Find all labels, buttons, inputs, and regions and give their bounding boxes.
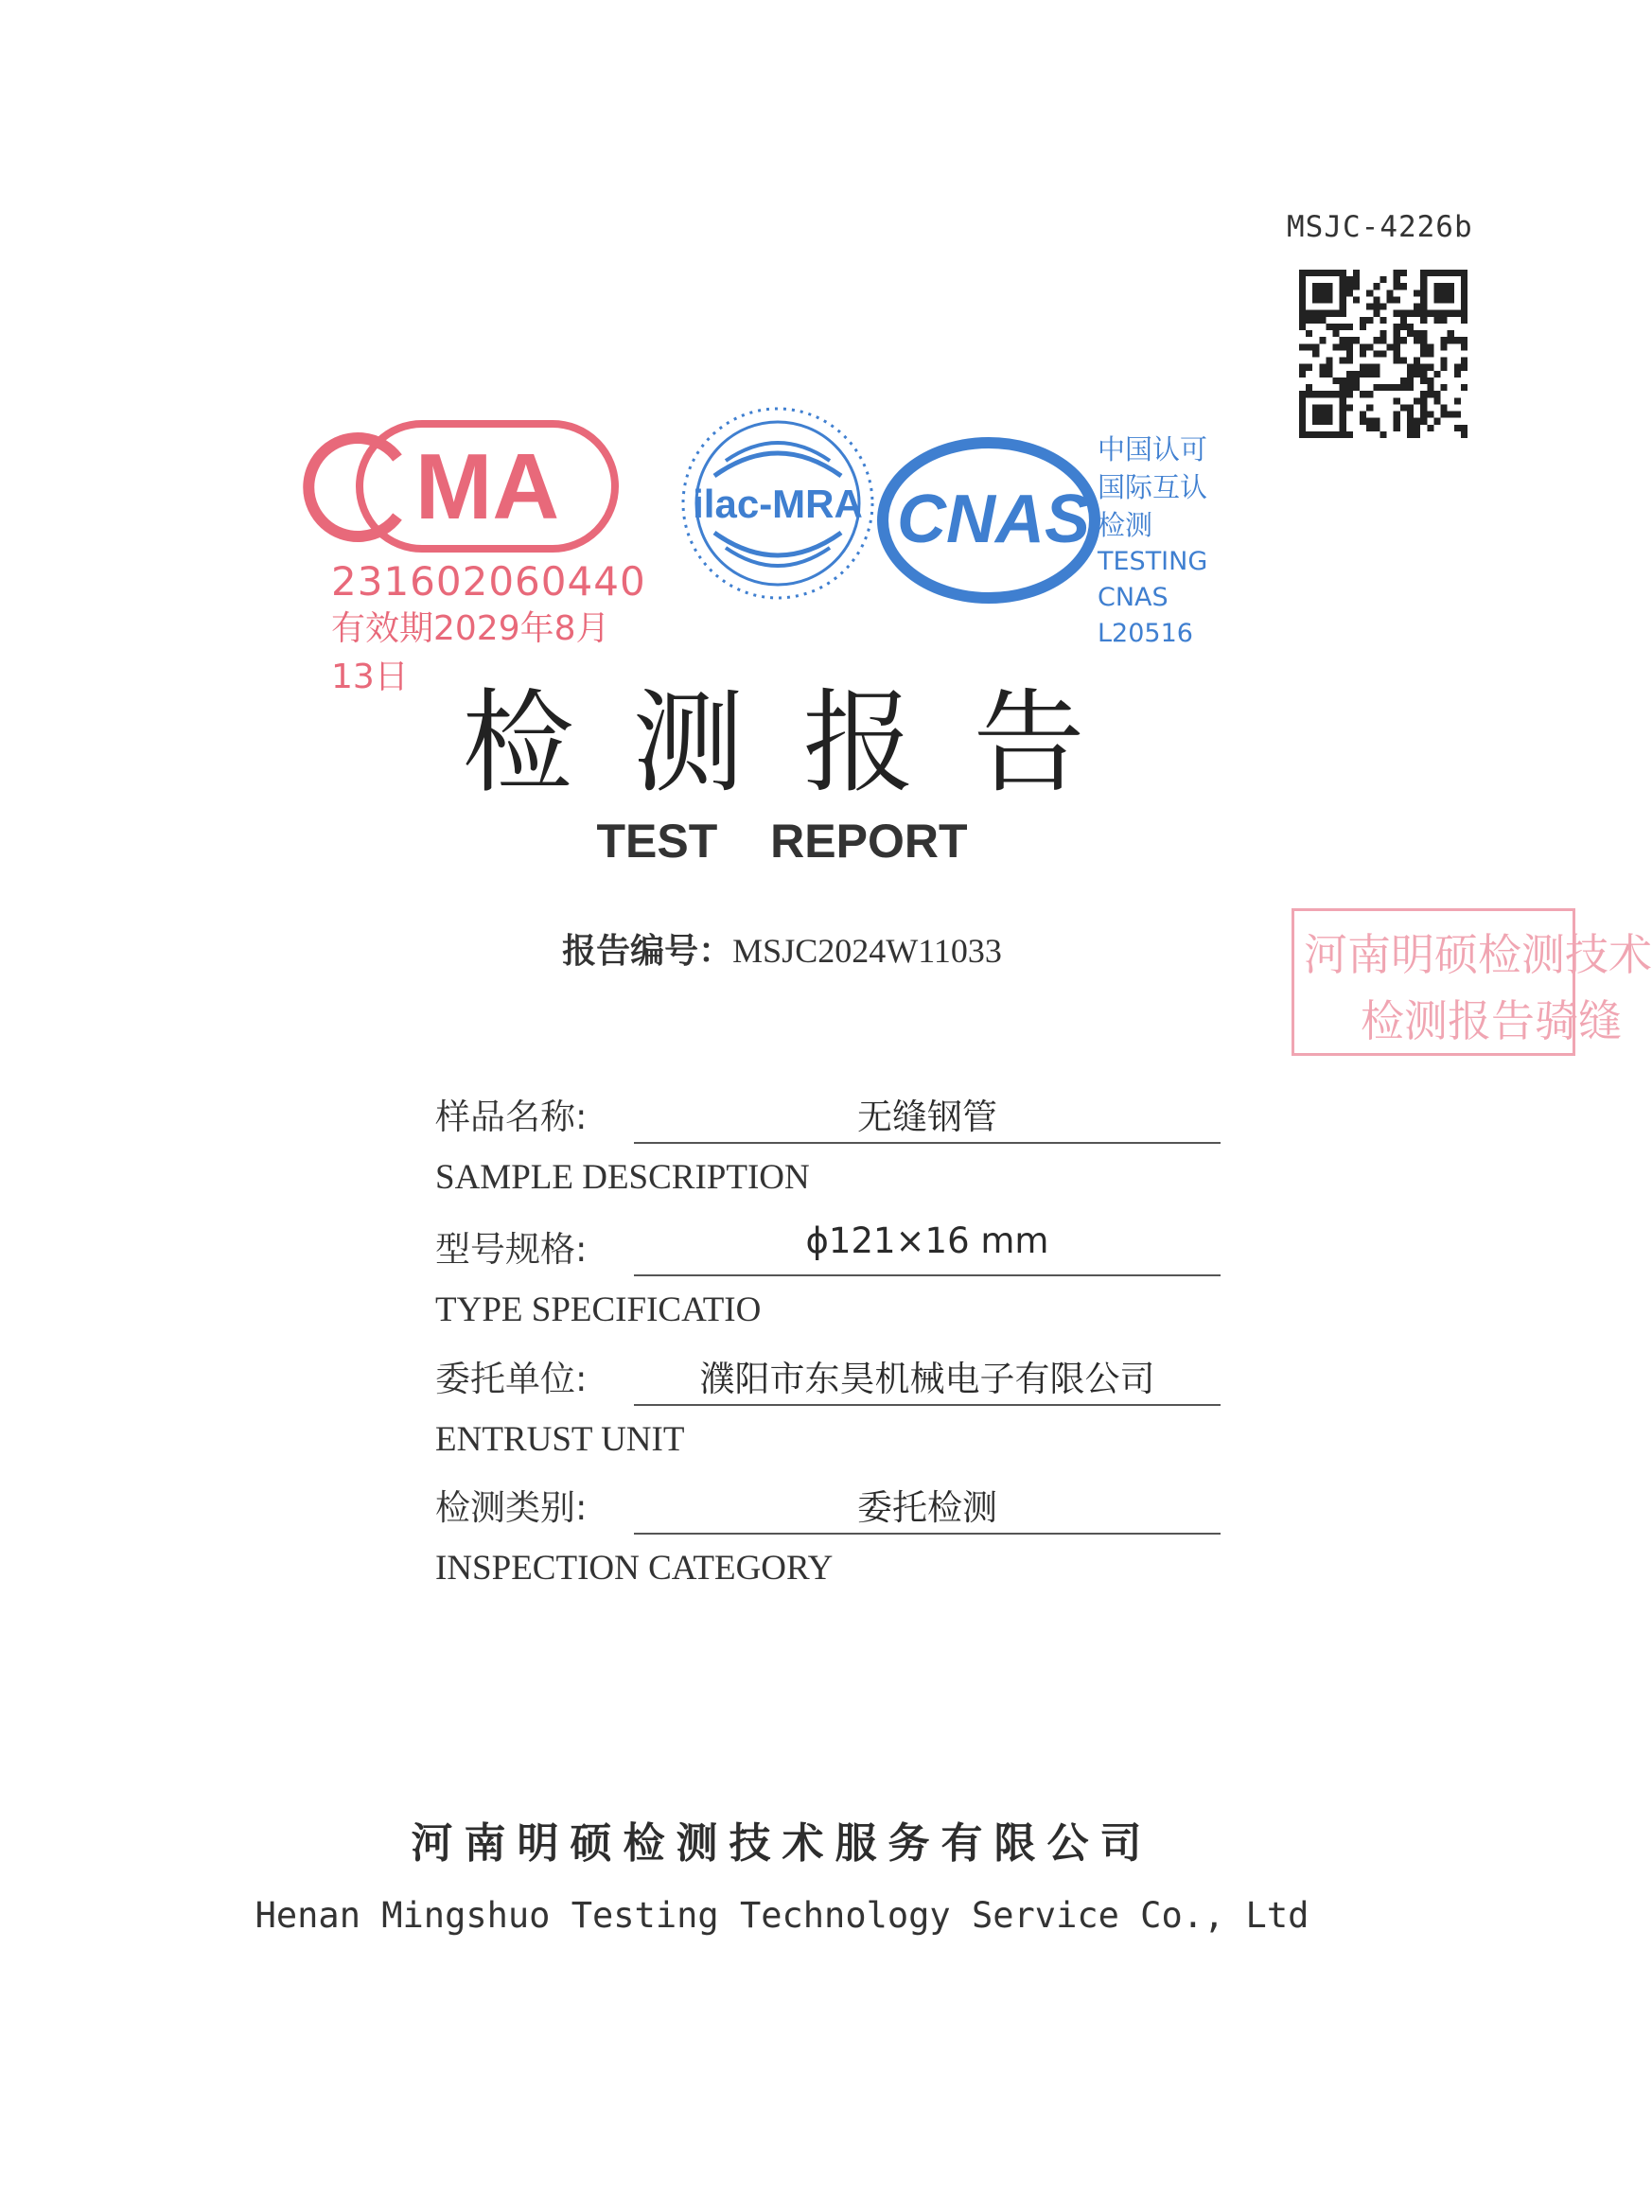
field-underline bbox=[634, 1533, 1221, 1535]
company-name-en: Henan Mingshuo Testing Technology Service Co., Ltd bbox=[255, 1895, 1309, 1936]
cnas-line-1: 中国认可 bbox=[1098, 433, 1208, 465]
side-stamp-line-2: 检测报告骑缝 bbox=[1361, 995, 1622, 1046]
field-underline bbox=[634, 1404, 1221, 1406]
sample-description-value: 无缝钢管 bbox=[857, 1097, 997, 1137]
cnas-line-3: 检测 bbox=[1098, 509, 1153, 541]
cma-seal bbox=[331, 416, 646, 696]
cnas-line-2: 国际互认 bbox=[1098, 471, 1208, 503]
svg-text:CNAS: CNAS bbox=[896, 482, 1091, 557]
side-stamp-line-1: 河南明硕检测技术 bbox=[1304, 929, 1652, 980]
field-label-cn: 检测类别: bbox=[435, 1487, 588, 1528]
cnas-testing: TESTING bbox=[1098, 547, 1208, 576]
field-label-cn: 委托单位: bbox=[435, 1359, 588, 1399]
document-code: MSJC-4226b bbox=[1287, 210, 1473, 244]
field-label-cn: 样品名称: bbox=[435, 1097, 588, 1137]
report-number-value: MSJC2024W11033 bbox=[732, 932, 1002, 970]
svg-text:ilac-MRA: ilac-MRA bbox=[693, 482, 863, 526]
field-label-cn: 型号规格: bbox=[435, 1229, 588, 1270]
qr-code-icon bbox=[1299, 270, 1467, 438]
side-stamp bbox=[1292, 908, 1652, 1056]
svg-text:MA: MA bbox=[414, 434, 560, 538]
report-title-en: TEST REPORT bbox=[596, 815, 968, 868]
cnas-seal-icon bbox=[875, 430, 1112, 606]
field-underline bbox=[634, 1142, 1221, 1144]
type-specification-value: ϕ121×16 mm bbox=[805, 1220, 1049, 1261]
cnas-seal-text bbox=[1098, 430, 1249, 652]
cma-valid-until: 有效期2029年8月13日 bbox=[331, 609, 610, 696]
cnas-code: CNAS L20516 bbox=[1098, 583, 1193, 648]
report-number-label: 报告编号： bbox=[562, 932, 733, 971]
company-name-cn: 河南明硕检测技术服务有限公司 bbox=[411, 1819, 1153, 1868]
field-underline bbox=[634, 1274, 1221, 1276]
field-label-en: ENTRUST UNIT bbox=[435, 1420, 685, 1459]
entrust-unit-value: 濮阳市东昊机械电子有限公司 bbox=[699, 1359, 1155, 1399]
cma-logo-icon bbox=[331, 416, 643, 558]
field-label-en: TYPE SPECIFICATIO bbox=[435, 1290, 762, 1329]
cma-number: 231602060440 bbox=[331, 558, 646, 605]
field-label-en: SAMPLE DESCRIPTION bbox=[435, 1158, 810, 1197]
ilac-mra-seal-icon bbox=[677, 402, 880, 606]
inspection-category-value: 委托检测 bbox=[857, 1487, 997, 1528]
report-title-cn: 检测报告 bbox=[462, 677, 1144, 808]
field-label-en: INSPECTION CATEGORY bbox=[435, 1549, 834, 1588]
